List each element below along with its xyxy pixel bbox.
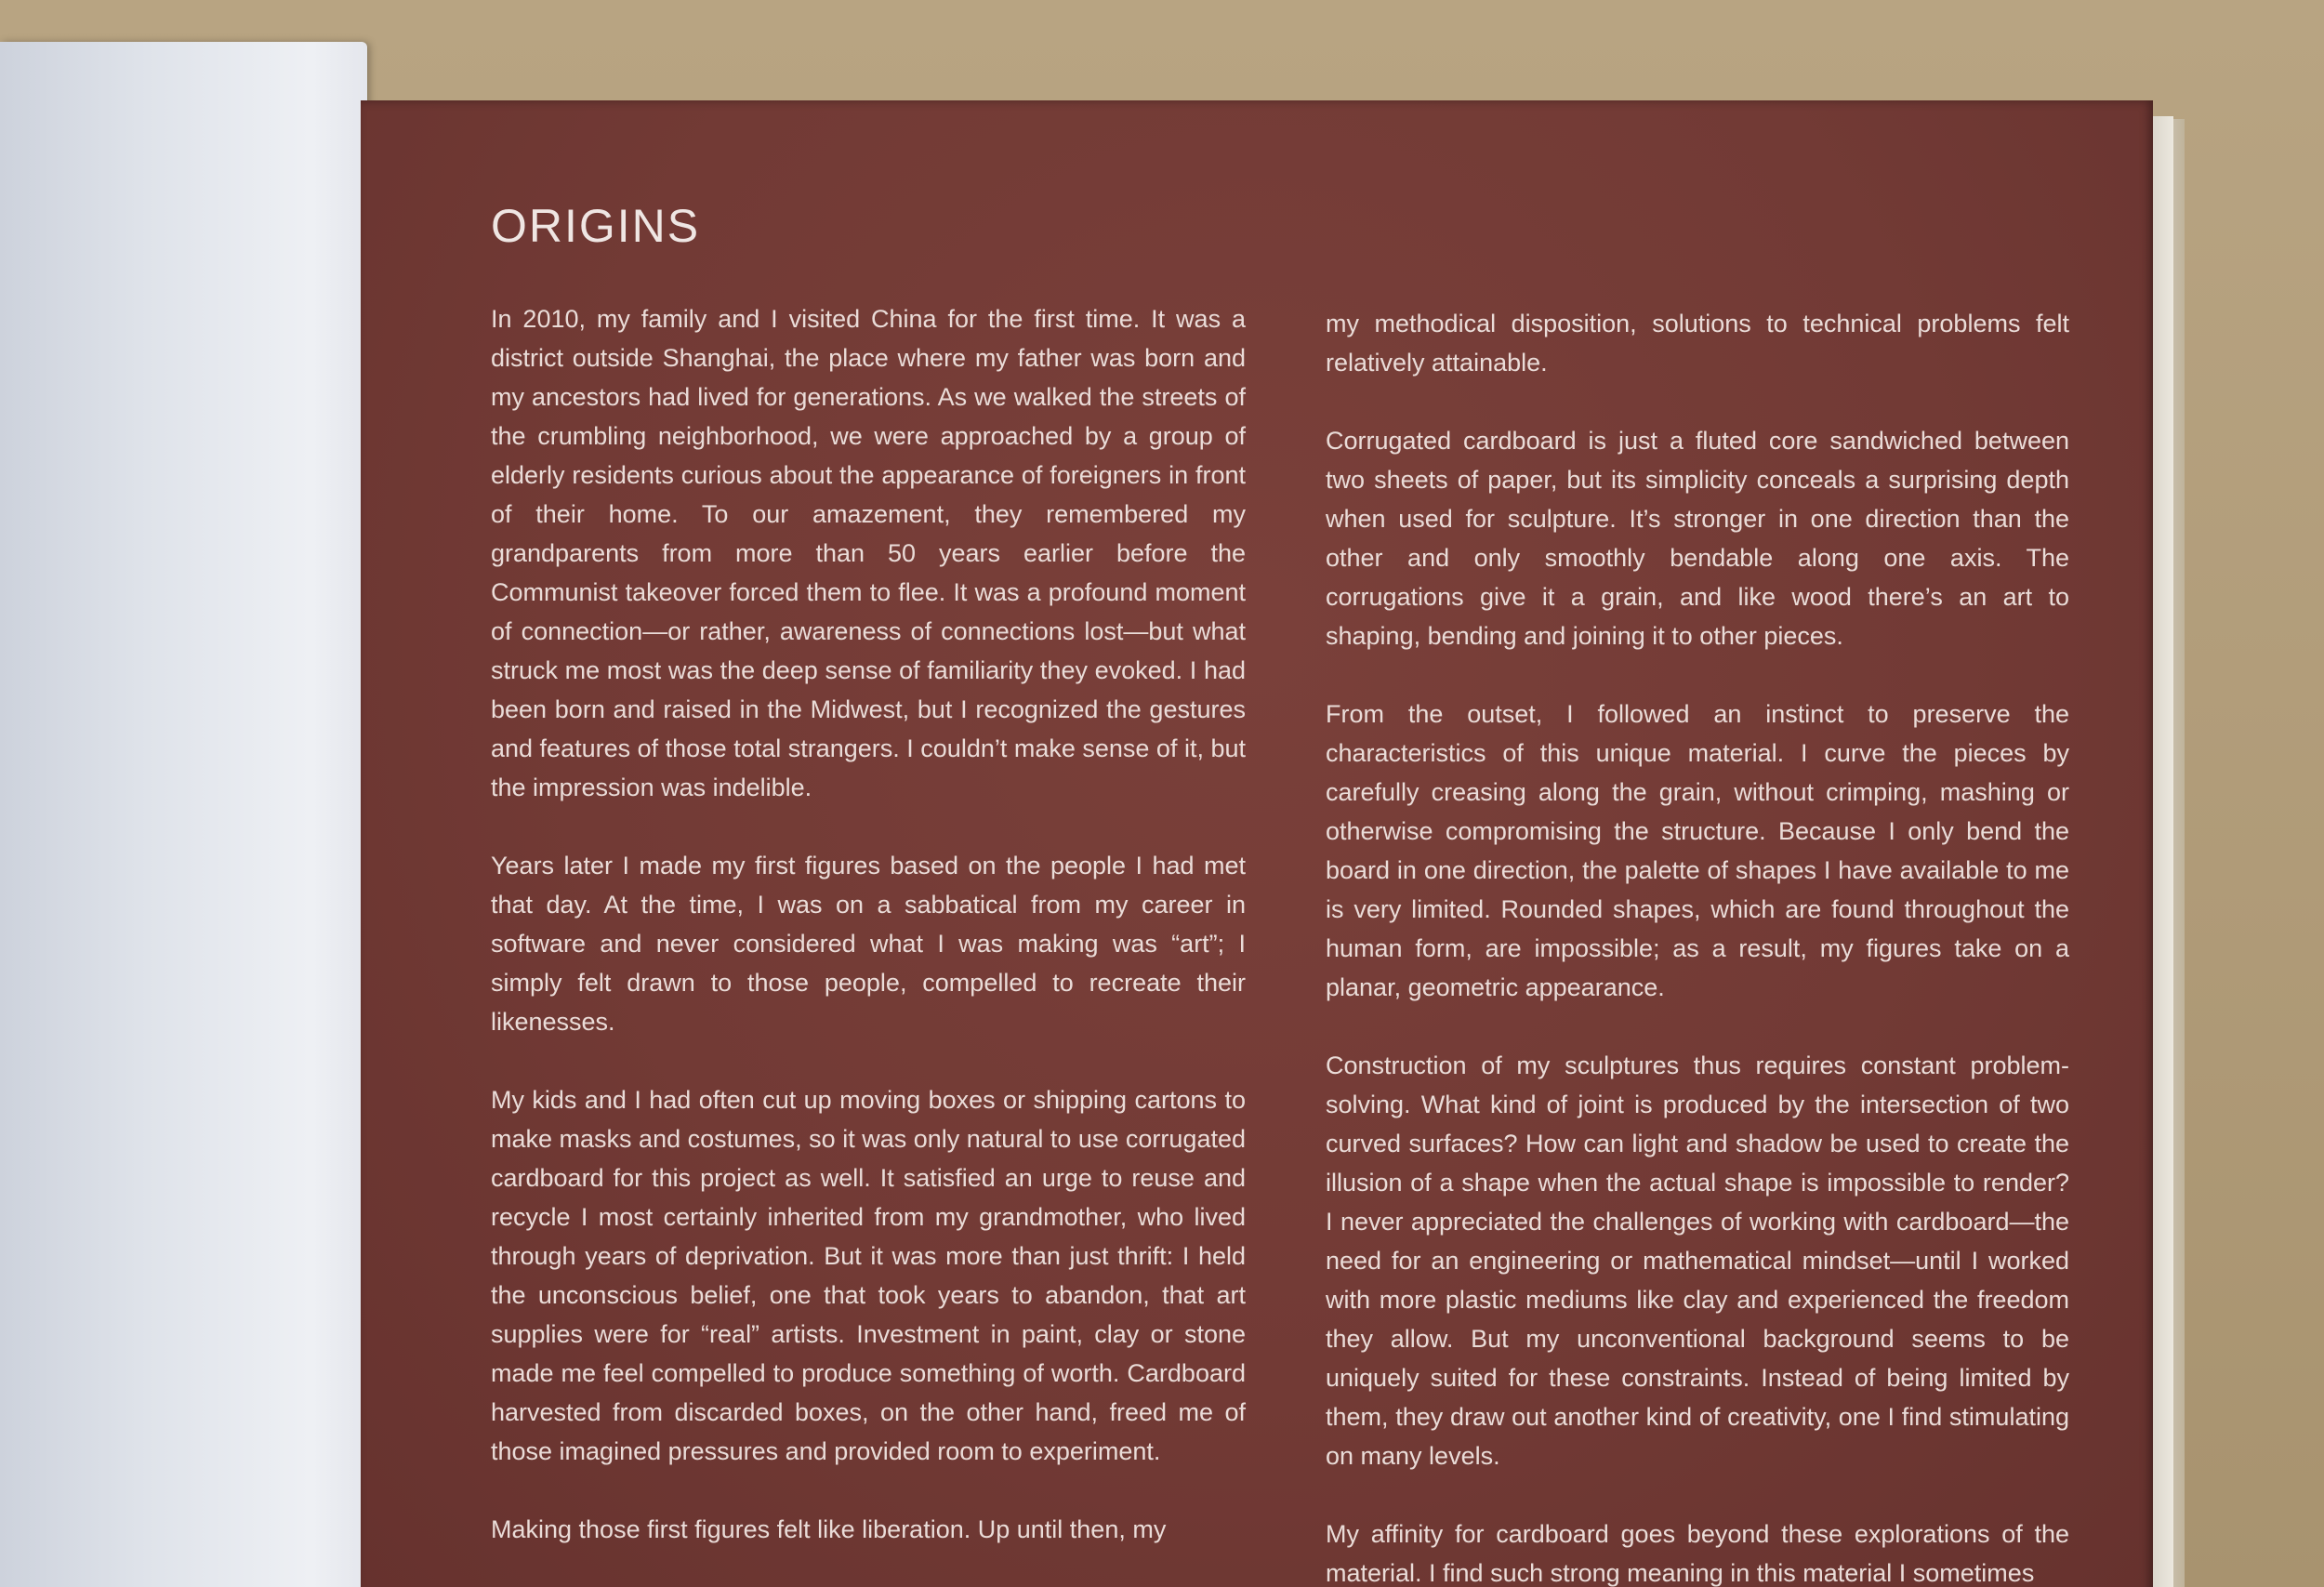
paragraph: my methodical disposition, solutions to technical problems felt relatively attainable. — [1326, 310, 2069, 377]
paragraph: Corrugated cardboard is just a fluted core sandwiched between two sheets of paper, but its simplicity conceals a surprising depth when used for sculpture. It’s stronger in one direction than the other and only smoothly bendable along one axis. The corrugations give it a grain, and like wood there’s an art to shaping, bending and joining it to other pieces. — [1326, 427, 2069, 650]
paragraph: Construction of my sculptures thus requires constant problem-solving. What kind of joint is produced by the intersection of two curved surfaces? How can light and shadow be used to create the illusion of a shape when the actual shape is impossible to render? I never appreciated the challenges of working with cardboard—the need for an engineering or mathematical mindset—until I worked with more plastic mediums like clay and experienced the freedom they allow. But my unconventional background seems to be uniquely suited for these constraints. Instead of being limited by them, they draw out another kind of creativity, one I find stimulating on many levels. — [1326, 1051, 2069, 1470]
paragraph: Making those first figures felt like liberation. Up until then, my — [491, 1515, 1167, 1543]
paragraph: My kids and I had often cut up moving boxes or shipping cartons to make masks and costumes, so it was only natural to use corrugated cardboard for this project as well. It satisfied an urge to reuse and recycle I most certainly inherited from my grandmother, who lived through years of deprivation. But it was more than just thrift: I held the unconscious belief, one that took years to abandon, that art supplies were for “real” artists. Investment in paint, clay or stone made me feel compelled to produce something of worth. Cardboard harvested from discarded boxes, on the other hand, freed me of those imagined pressures and provided room to experiment. — [491, 1086, 1246, 1465]
text-column-right — [1326, 304, 2069, 1587]
text-column-left — [491, 299, 1246, 1587]
paragraph: From the outset, I followed an instinct to preserve the characteristics of this unique material. I curve the pieces by carefully creasing along the grain, without crimping, mashing or otherwise compromising the structure. Because I only bend the board in one direction, the palette of shapes I have available to me is very limited. Rounded shapes, which are found throughout the human form, are impossible; as a result, my figures take on a planar, geometric appearance. — [1326, 700, 2069, 1001]
paragraph: My affinity for cardboard goes beyond these explorations of the material. I find such strong meaning in this material I sometimes — [1326, 1520, 2069, 1587]
paragraph: Years later I made my first figures based on the people I had met that day. At the time, I was on a sabbatical from my career in software and never considered what I was making was “art”; I simply felt drawn to those people, compelled to recreate their likenesses. — [491, 852, 1246, 1036]
page-title: ORIGINS — [491, 200, 701, 252]
left-page — [0, 42, 367, 1587]
paragraph: In 2010, my family and I visited China for the first time. It was a district outside Shanghai, the place where my father was born and my ancestors had lived for generations. As we walked the streets of the crumbling neighborhood, we were approached by a group of elderly residents curious about the appearance of foreigners in front of their home. To our amazement, they remembered my grandparents from more than 50 years earlier before the Communist takeover forced them to flee. It was a profound moment of connection—or rather, awareness of connections lost—but what struck me most was the deep sense of familiarity they evoked. I had been born and raised in the Midwest, but I recognized the gestures and features of those total strangers. I couldn’t make sense of it, but the impression was indelible. — [491, 305, 1246, 801]
